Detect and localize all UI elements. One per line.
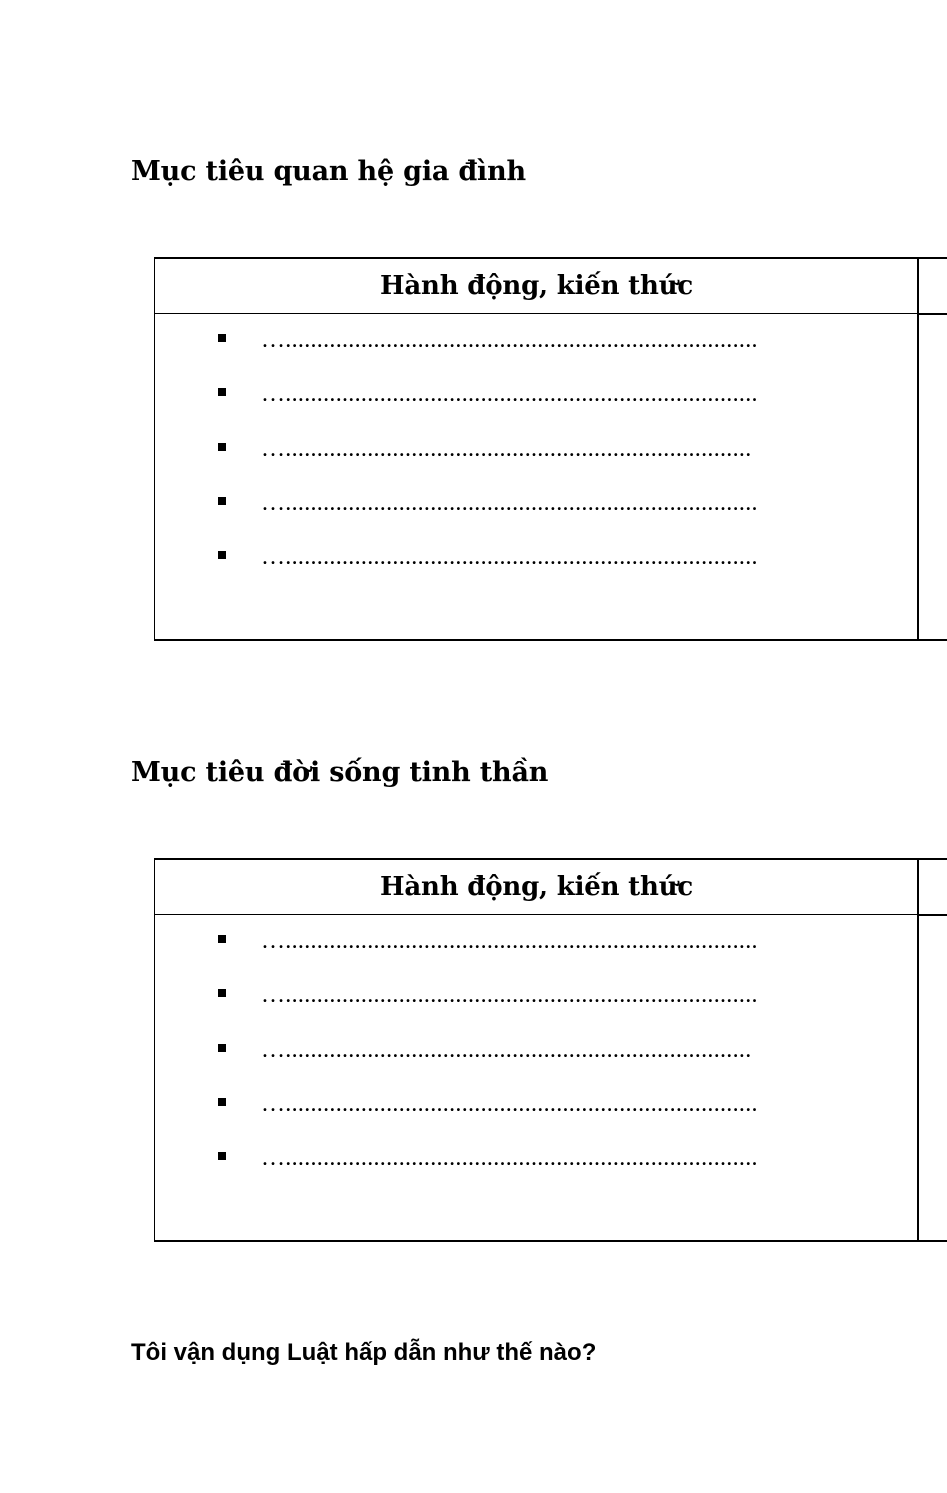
list-item xyxy=(155,1078,918,1132)
bullet-list xyxy=(155,314,918,585)
dotted-fill-line: …........................................................................... xyxy=(261,1145,758,1172)
list-item xyxy=(155,423,918,477)
square-bullet-icon xyxy=(218,1044,226,1052)
square-bullet-icon xyxy=(218,443,226,451)
list-item xyxy=(155,1132,918,1186)
list-item xyxy=(155,1024,918,1078)
list-item xyxy=(155,531,918,585)
dotted-fill-line: ….......................................................................... xyxy=(261,1036,752,1063)
bullet-list xyxy=(155,915,918,1186)
dotted-fill-line: ….......................................................................... xyxy=(261,435,752,462)
header-rule xyxy=(918,914,947,916)
square-bullet-icon xyxy=(218,388,226,396)
square-bullet-icon xyxy=(218,1098,226,1106)
list-item xyxy=(155,314,918,368)
dotted-fill-line: …........................................................................... xyxy=(261,928,758,954)
goal-table-spiritual xyxy=(154,858,947,1242)
section-title-family: Mục tiêu quan hệ gia đình xyxy=(131,156,526,187)
dotted-fill-line: …........................................................................... xyxy=(261,982,758,1009)
square-bullet-icon xyxy=(218,551,226,559)
square-bullet-icon xyxy=(218,935,226,943)
section-title-spiritual: Mục tiêu đời sống tinh thần xyxy=(131,757,549,788)
closing-question: Tôi vận dụng Luật hấp dẫn như thế nào? xyxy=(131,1339,597,1366)
dotted-fill-line: …........................................................................... xyxy=(261,544,758,571)
list-item xyxy=(155,969,918,1023)
table-header: Hành động, kiến thức xyxy=(155,259,918,314)
square-bullet-icon xyxy=(218,497,226,505)
dotted-fill-line: …........................................................................... xyxy=(261,1090,758,1117)
list-item xyxy=(155,477,918,531)
goal-table-family xyxy=(154,257,947,641)
dotted-fill-line: …........................................................................... xyxy=(261,489,758,516)
square-bullet-icon xyxy=(218,989,226,997)
dotted-fill-line: …........................................................................... xyxy=(261,381,758,408)
dotted-fill-line: …........................................................................... xyxy=(261,327,758,353)
list-item xyxy=(155,368,918,422)
table-header: Hành động, kiến thức xyxy=(155,860,918,915)
list-item xyxy=(155,915,918,969)
square-bullet-icon xyxy=(218,334,226,342)
header-rule xyxy=(918,313,947,315)
square-bullet-icon xyxy=(218,1152,226,1160)
